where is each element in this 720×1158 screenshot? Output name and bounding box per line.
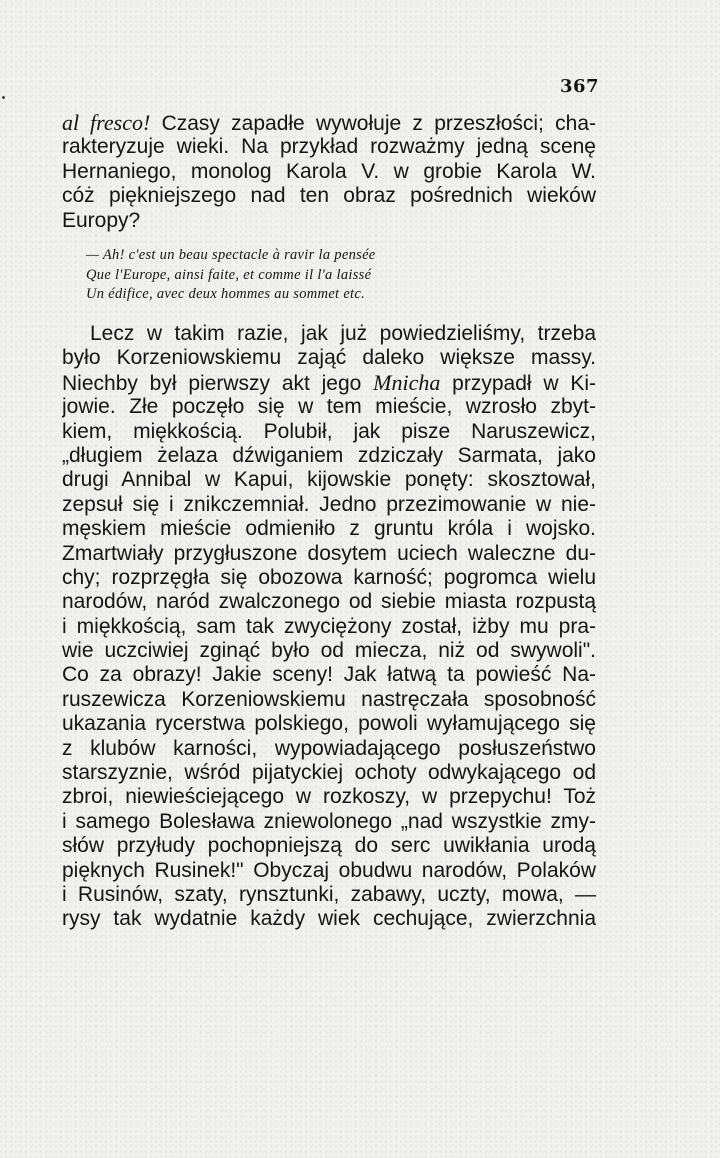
- text-line: ukazania rycerstwa polskiego, powoli wyłamującego się: [62, 712, 596, 736]
- verse-line: Que l'Europe, ainsi faite, et comme il l'a laissé: [86, 266, 372, 283]
- text-line: rysy tak wydatnie każdy wiek cechujące, zwierzchnia: [62, 907, 596, 931]
- text-line: ruszewicza Korzeniowskiemu nastręczała sposobność: [62, 687, 596, 711]
- text-line: słów przyłudy pochopniejszą do serc uwikłania urodą: [62, 834, 596, 858]
- text-line: zepsuł się i znikczemniał. Jedno przezimowanie w nie-: [62, 492, 596, 516]
- text-line: męskiem mieście odmieniło z gruntu króla i wojsko.: [62, 517, 596, 541]
- paragraph-2: [62, 322, 596, 932]
- text-line: z klubów karności, wypowiadającego posłuszeństwo: [62, 736, 596, 760]
- text-line: i miękkością, sam tak zwyciężony został, iżby mu pra-: [62, 614, 596, 638]
- french-verse-quote: [86, 246, 546, 305]
- text-line: jowie. Złe poczęło się w tem mieście, wzrosło zbyt-: [62, 395, 596, 419]
- text-line: [62, 371, 596, 395]
- text-line: [62, 111, 596, 135]
- paragraph-1: [62, 111, 596, 233]
- text-line: drugi Annibal w Kapui, kijowskie ponęty: skosztował,: [62, 468, 596, 492]
- text-line: zbroi, niewieściejącego w rozkoszy, w przepychu! Toż: [62, 785, 596, 809]
- text-line: i Rusinów, szaty, rynsztunki, zabawy, uczty, mowa, —: [62, 882, 596, 906]
- text-line: Co za obrazy! Jakie sceny! Jak łatwą ta powieść Na-: [62, 663, 596, 687]
- text-line: rakteryzuje wieki. Na przykład rozważmy jedną scenę: [62, 135, 596, 159]
- text-line: Lecz w takim razie, jak już powiedzieliśmy, trzeba: [90, 322, 596, 345]
- text-line: starszyznie, wśród pijatyckiej ochoty odwykającego od: [62, 761, 596, 785]
- text-line: cóż piękniejszego nad ten obraz pośrednich wieków: [62, 184, 596, 208]
- text-line: kiem, miękkością. Polubił, jak pisze Naruszewicz,: [62, 419, 596, 443]
- text-line: „długiem żelaza dźwiganiem zdziczały Sarmata, jako: [62, 443, 596, 467]
- text-run: Niechby był pierwszy akt jego: [62, 371, 374, 395]
- margin-speck: [2, 96, 5, 99]
- text-line: było Korzeniowskiemu zająć daleko większe massy.: [62, 346, 596, 370]
- text-line: wie uczciwiej zginąć było od miecza, niż od swywoli".: [62, 639, 596, 663]
- text-line: Europy?: [62, 208, 141, 232]
- italic-title: Mnicha: [373, 370, 441, 395]
- text-line: narodów, naród zwalczonego od siebie miasta rozpustą: [62, 590, 596, 614]
- text-run: Czasy zapadłe wywołuje z przeszłości; cha-: [150, 112, 596, 135]
- verse-line: Un édifice, avec deux hommes au sommet etc.: [86, 286, 366, 302]
- verse-line: — Ah! c'est un beau spectacle à ravir la pensée: [86, 247, 376, 263]
- text-line: Zmartwiały przygłuszone dosytem uciech waleczne du-: [62, 541, 596, 565]
- page-number: 367: [560, 76, 600, 97]
- text-line: pięknych Rusinek!" Obyczaj obudwu narodów, Polaków: [62, 858, 596, 882]
- text-run: przypadł w Ki-: [440, 371, 596, 395]
- text-line: chy; rozprzęgła się obozowa karność; pogromca wielu: [62, 565, 596, 589]
- text-line: i samego Bolesława zniewolonego „nad wszystkie zmy-: [62, 809, 596, 833]
- text-line: Hernaniego, monolog Karola V. w grobie Karola W.: [62, 159, 596, 183]
- italic-phrase: al fresco!: [62, 111, 151, 135]
